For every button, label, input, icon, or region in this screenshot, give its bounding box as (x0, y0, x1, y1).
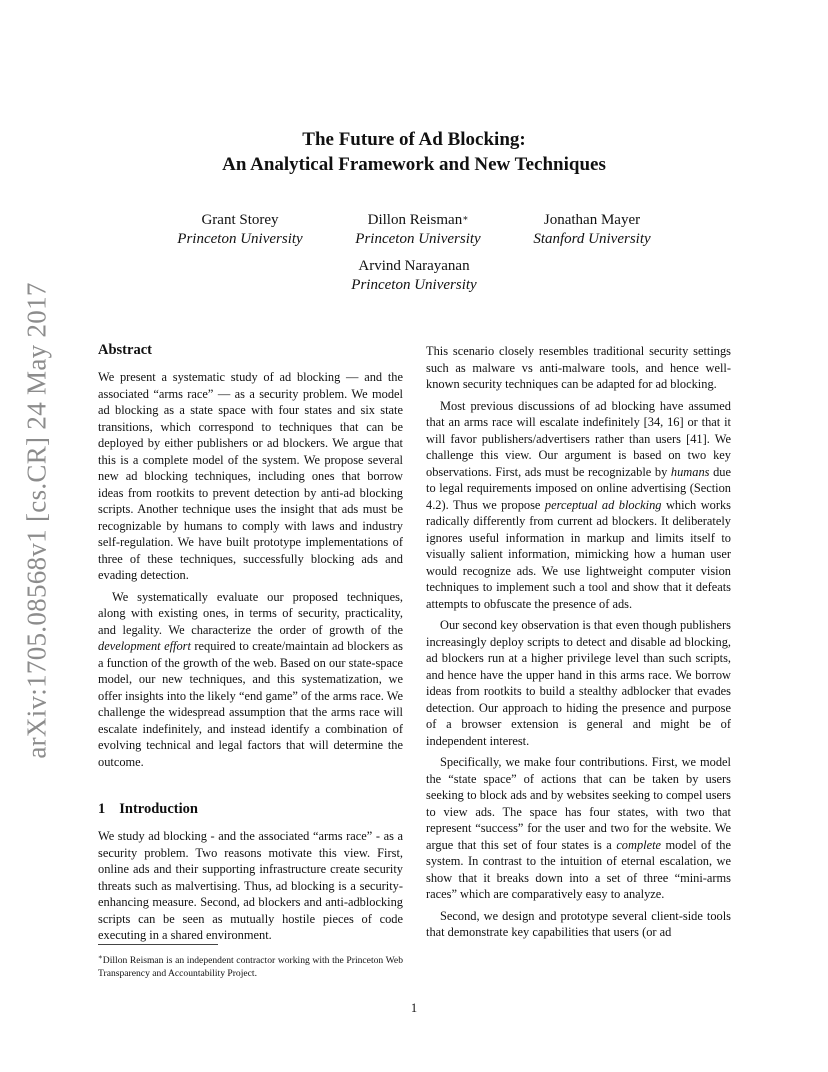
author-block-reisman (336, 211, 500, 249)
footnote-text: Dillon Reisman is an independent contractor working with the Princeton Web Transparency and Accountability Project. (98, 955, 403, 979)
abstract-paragraph-2: We systematically evaluate our proposed techniques, along with existing ones, in terms of security, practicality, and legality. We characterize the order of growth of the development effort required to create/maintain ad blockers as a function of the growth of the web. Based on our state-space model, our new techniques, and this systematization, we offer insights into the likely “end game” of the arms race. We challenge the widespread assumption that the arms race will escalate indefinitely, and instead identify a combination of evolving technical and legal factors that will determine the outcome. (98, 589, 403, 769)
emphasis-text: complete (616, 837, 662, 852)
body-paragraph-3: Our second key observation is that even though publishers increasingly deploy scripts to detect and disable ad blocking, ad blockers run at a higher privilege level than such scripts, and hence have the upper hand in this arms race. We borrow ideas from rootkits to build a stealthy adblocker that evades detection. Our approach to hiding the presence and purpose of a browser extension is general and might be of independent interest. (426, 618, 731, 748)
body-paragraph-5: Second, we design and prototype several client-side tools that demonstrate key capabilities that users (or ad (426, 908, 731, 939)
abstract-heading: Abstract (98, 342, 152, 358)
arxiv-identifier-text: arXiv:1705.08568v1 [cs.CR] 24 May 2017 (21, 281, 52, 759)
footnote-marker: ∗ (462, 213, 469, 223)
title-line-1: The Future of Ad Blocking: (302, 129, 526, 150)
footnote-divider (98, 944, 218, 945)
intro-paragraph-1: We study ad blocking - and the associated “arms race” - as a security problem. Two reasons motivate this view. First, online ads and their supporting infrastructure create security threats such as malvertising. Thus, ad blocking is a security-enhancing measure. Second, ad blockers and anti-adblocking scripts can be seen as mutually hostile pieces of code executing in a shared environment. (98, 829, 403, 942)
author-affiliation: Princeton University (177, 231, 303, 247)
emphasis-text: development effort (98, 639, 191, 653)
author-name: Grant Storey (201, 212, 279, 228)
author-name: Arvind Narayanan (358, 258, 470, 274)
right-column (426, 343, 731, 941)
paper-title (0, 127, 828, 177)
author-block-storey (160, 211, 320, 249)
left-column (98, 341, 403, 944)
section-number: 1 (98, 801, 106, 817)
body-paragraph-1: This scenario closely resembles traditional security settings such as malware vs anti-malware tools, and hence well-known security techniques can be adapted for ad blocking. (426, 344, 731, 391)
abstract-paragraph-1: We present a systematic study of ad blocking — and the associated “arms race” — as a security problem. We model ad blocking as a state space with four states and six state transitions, which correspond to techniques that can be deployed by either publishers or ad blockers. We argue that this is a complete model of the system. We propose several new ad blocking techniques, including ones that borrow ideas from rootkits to prevent detection by anti-ad blocking scripts. Another technique uses the insight that ads must be recognizable by humans to comply with laws and industry self-regulation. We have built prototype implementations of three of these techniques, successfully blocking ads and evading detection. (98, 370, 403, 582)
author-name: Jonathan Mayer (543, 212, 641, 228)
page-number: 1 (410, 1001, 418, 1015)
author-block-narayanan (334, 257, 494, 295)
author-name: Dillon Reisman∗ (367, 212, 469, 228)
introduction-heading (98, 800, 403, 818)
body-paragraph-4: Specifically, we make four contributions. First, we model the “state space” of actions that can be taken by users seeking to block ads and by websites seeking to compel users to view ads. The space has four states, with two that represent “success” for the user and two for the website. We argue that this set of four states is a complete model of the system. In contrast to the intuition of eternal escalation, we show that it breaks down into a set of three “mini-arms races” which are comparatively easy to analyze. (426, 755, 731, 901)
footnote (98, 951, 403, 980)
section-title: Introduction (119, 801, 198, 817)
emphasis-text: perceptual ad blocking (544, 497, 662, 512)
footnote-marker: ∗ (98, 953, 103, 961)
author-affiliation: Princeton University (355, 231, 481, 247)
author-affiliation: Princeton University (351, 277, 477, 293)
arxiv-identifier-stamp (12, 280, 62, 760)
emphasis-text: humans (670, 464, 710, 479)
author-affiliation: Stanford University (533, 231, 651, 247)
title-line-2: An Analytical Framework and New Techniques (222, 154, 606, 175)
author-block-mayer (510, 211, 674, 249)
body-paragraph-2: Most previous discussions of ad blocking have assumed that an arms race will escalate indefinitely [34, 16] or that it will favor publishers/advertisers rather than users [41]. We challenge this view. Our argument is based on two key observations. First, ads must be recognizable by humans due to legal requirements imposed on online advertising (Section 4.2). Thus we propose perceptual ad blocking which works radically differently from current ad blockers. It deliberately ignores useful information in markup and limits itself to visually salient information, mimicking how a human user would recognize ads. We use lightweight computer vision techniques to implement such a tool and show that it defeats attempts to obfuscate the presence of ads. (426, 398, 732, 611)
